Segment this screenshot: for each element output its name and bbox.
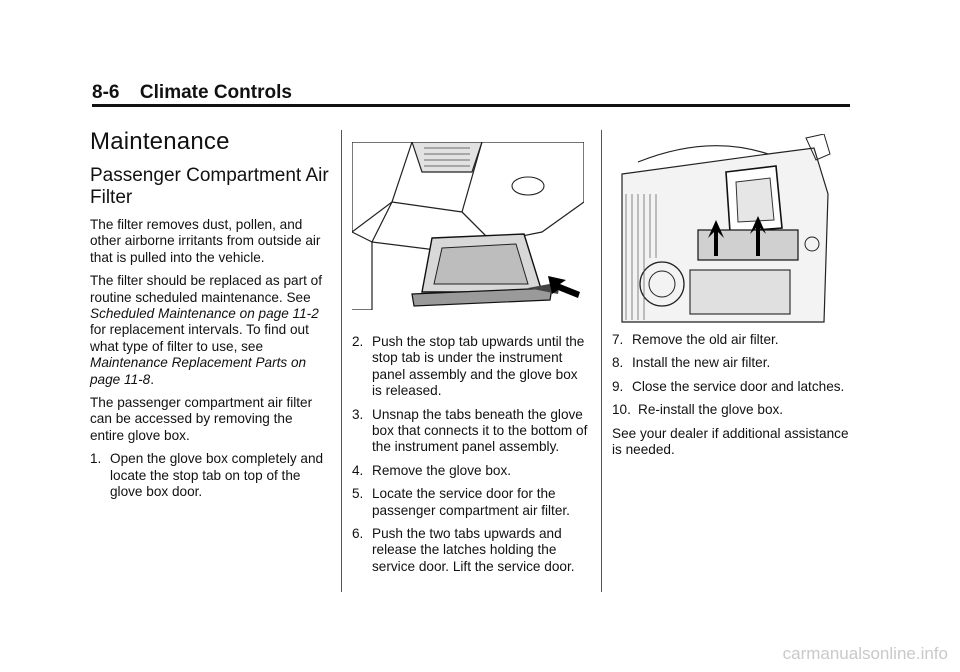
step-item	[612, 355, 852, 371]
glove-box-illustration	[352, 142, 584, 310]
column-divider-2	[601, 130, 602, 592]
intro-paragraph: The filter removes dust, pollen, and other airborne irritants from outside air that is pulled into the vehicle.	[90, 217, 321, 265]
air-filter-housing-illustration	[618, 134, 834, 324]
step-item	[352, 486, 590, 519]
text-run: .	[150, 371, 154, 387]
section-subheading: Passenger Compartment Air Filter	[90, 165, 329, 208]
step-item	[352, 463, 590, 479]
step-number: 3.	[352, 406, 364, 422]
page-number: 8-6	[92, 82, 120, 103]
step-text: Push the two tabs upwards and release the latches holding the service door. Lift the service door.	[372, 526, 575, 574]
step-number: 5.	[352, 486, 364, 502]
step-item	[612, 332, 852, 348]
step-number: 7.	[612, 332, 624, 347]
step-item	[612, 402, 852, 418]
section-title: Climate Controls	[139, 82, 292, 103]
step-item	[352, 334, 590, 400]
text-run: The filter should be replaced as part of routine scheduled maintenance. See	[90, 273, 322, 305]
scheduled-maintenance-ref[interactable]: Scheduled Maintenance on page 11-2	[90, 306, 319, 322]
step-number: 4.	[352, 462, 364, 478]
step-number: 9.	[612, 378, 624, 394]
step-text: Push the stop tab upwards until the stop tab is under the instrument panel assembly and the glove box is released.	[372, 334, 585, 399]
step-item	[90, 451, 330, 500]
step-number: 8.	[612, 355, 624, 371]
step-text: Install the new air filter.	[632, 355, 771, 371]
step-number: 6.	[352, 526, 364, 542]
step-number: 10.	[612, 402, 631, 418]
step-text: Re-install the glove box.	[638, 402, 784, 418]
replacement-parts-ref[interactable]: Maintenance Replacement Parts on page 11-8	[90, 355, 307, 387]
dealer-note: See your dealer if additional assistance is needed.	[612, 425, 849, 458]
header-rule	[92, 104, 850, 107]
column-middle	[352, 128, 590, 582]
watermark: carmanualsonline.info	[782, 644, 948, 663]
step-text: Locate the service door for the passenger compartment air filter.	[372, 486, 570, 518]
step-item	[352, 526, 590, 575]
column-left	[90, 128, 330, 508]
page-heading: Maintenance	[90, 128, 230, 155]
step-item	[612, 379, 852, 395]
replacement-paragraph	[90, 273, 330, 388]
step-text: Remove the glove box.	[372, 462, 512, 478]
step-text: Unsnap the tabs beneath the glove box that connects it to the bottom of the instrument panel assembly.	[372, 406, 588, 455]
column-right	[612, 128, 852, 465]
text-run: for replacement intervals. To find out what type of filter to use, see	[90, 322, 309, 354]
step-text: Close the service door and latches.	[632, 378, 845, 394]
step-text: Remove the old air filter.	[632, 332, 779, 347]
step-item	[352, 407, 590, 456]
step-number: 2.	[352, 334, 364, 349]
access-paragraph: The passenger compartment air filter can be accessed by removing the entire glove box.	[90, 395, 313, 443]
step-number: 1.	[90, 451, 102, 467]
step-text: Open the glove box completely and locate the stop tab on top of the glove box door.	[110, 451, 324, 500]
column-divider-1	[341, 130, 342, 592]
